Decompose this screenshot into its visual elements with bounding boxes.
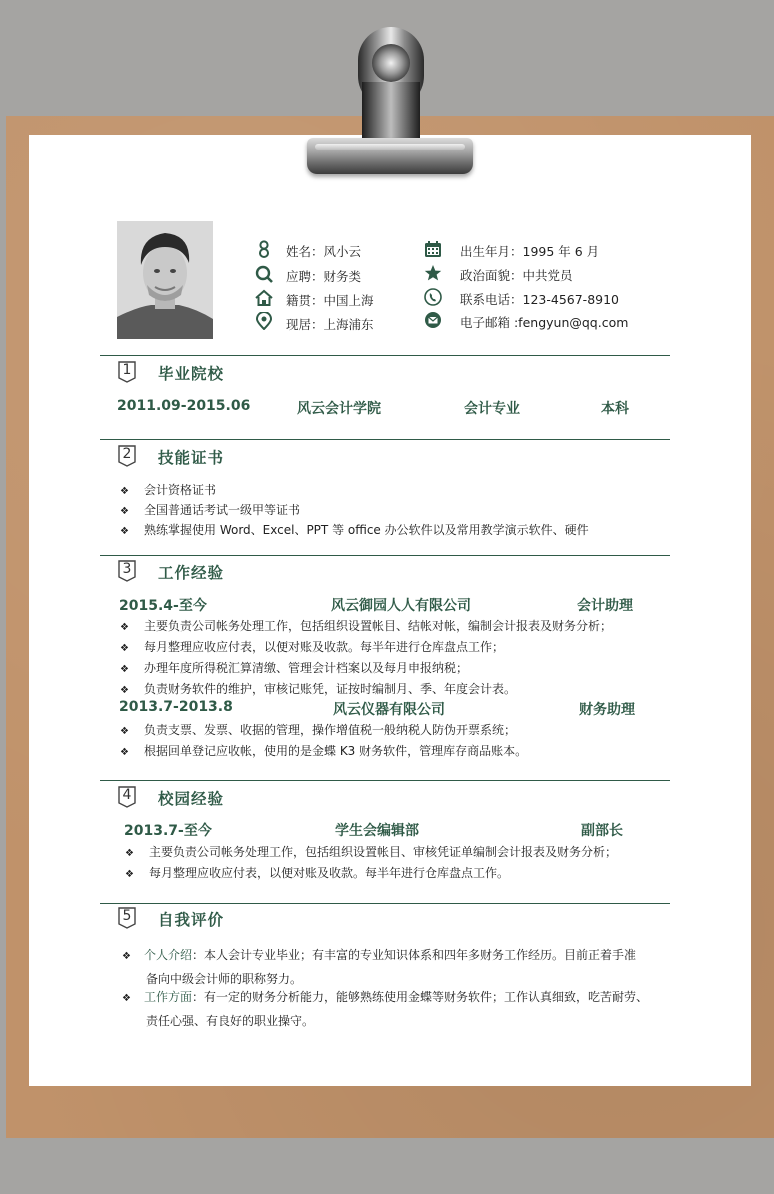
search-icon <box>255 265 273 283</box>
campus-period: 2013.7-至今 <box>124 823 212 839</box>
profile-phone: 联系电话：123-4567-8910 <box>460 292 620 307</box>
section-title-skills: 技能证书 <box>158 449 225 467</box>
education-major: 会计专业 <box>464 401 520 417</box>
campus-role: 副部长 <box>581 823 623 839</box>
profile-residence: 现居：上海浦东 <box>286 317 374 332</box>
profile-email: 电子邮箱 :fengyun@qq.com <box>460 315 629 330</box>
job-company: 风云御园人人有限公司 <box>331 598 471 614</box>
phone-icon <box>424 288 442 306</box>
section-divider <box>100 780 670 781</box>
section-title-work: 工作经验 <box>158 564 225 582</box>
section-divider <box>100 355 670 356</box>
list-item: ❖ 每月整理应收应付表，以便对账及收款。每半年进行仓库盘点工作； <box>120 640 505 654</box>
clip-hole <box>372 44 410 82</box>
section-divider <box>100 439 670 440</box>
education-degree: 本科 <box>601 401 629 417</box>
section-title-self: 自我评价 <box>158 911 225 929</box>
self-intro: ❖ 个人介绍：本人会计专业毕业；有丰富的专业知识体系和四年多财务工作经历。目前正着手准 备向中级会计师的职称努力。 <box>122 948 637 986</box>
job-company: 风云仪器有限公司 <box>333 702 445 718</box>
list-item: ❖ 根据回单登记应收帐，使用的是金蝶 K3 财务软件，管理库存商品账本。 <box>120 744 528 758</box>
list-item: ❖ 全国普通话考试一级甲等证书 <box>120 503 301 517</box>
profile-origin: 籍贯：中国上海 <box>286 293 374 308</box>
section-number-badge: 4 <box>118 786 136 808</box>
profile-name: 姓名：风小云 <box>286 244 362 259</box>
profile-birth: 出生年月：1995 年 6 月 <box>460 244 600 259</box>
section-number-badge: 1 <box>118 361 136 383</box>
list-item: ❖ 主要负责公司帐务处理工作，包括组织设置帐目、结帐对帐，编制会计报表及财务分析； <box>120 619 613 633</box>
section-divider <box>100 555 670 556</box>
education-period: 2011.09-2015.06 <box>117 398 251 414</box>
section-number-badge: 3 <box>118 560 136 582</box>
education-school: 风云会计学院 <box>297 401 381 417</box>
section-title-education: 毕业院校 <box>158 365 225 383</box>
section-title-campus: 校园经验 <box>158 790 225 808</box>
list-item: ❖ 负责财务软件的维护，审核记账凭，证按时编制月、季、年度会计表。 <box>120 682 517 696</box>
list-item: ❖ 办理年度所得税汇算清缴、管理会计档案以及每月申报纳税； <box>120 661 469 675</box>
list-item: ❖ 每月整理应收应付表，以便对账及收款。每半年进行仓库盘点工作。 <box>125 866 510 880</box>
self-work: ❖ 工作方面：有一定的财务分析能力，能够熟练使用金蝶等财务软件；工作认真细致，吃苦耐劳、 责任心强、有良好的职业操守。 <box>122 990 649 1028</box>
list-item: ❖ 熟练掌握使用 Word、Excel、PPT 等 office 办公软件以及常用教学演示软件、硬件 <box>120 523 589 537</box>
campus-org: 学生会编辑部 <box>335 823 419 839</box>
profile-position: 应聘：财务类 <box>286 269 362 284</box>
person-icon <box>255 240 273 258</box>
profile-photo <box>117 221 213 339</box>
location-pin-icon <box>255 312 273 330</box>
list-item: ❖ 负责支票、发票、收据的管理，操作增值税一般纳税人防伪开票系统； <box>120 723 517 737</box>
job-period: 2013.7-2013.8 <box>119 699 233 715</box>
list-item: ❖ 主要负责公司帐务处理工作，包括组织设置帐目、审核凭证单编制会计报表及财务分析； <box>125 845 618 859</box>
job-period: 2015.4-至今 <box>119 598 207 614</box>
job-role: 会计助理 <box>577 598 633 614</box>
job-role: 财务助理 <box>579 702 635 718</box>
home-icon <box>255 289 273 307</box>
star-icon <box>424 264 442 282</box>
section-number-badge: 5 <box>118 907 136 929</box>
list-item: ❖ 会计资格证书 <box>120 483 217 497</box>
profile-politics: 政治面貌：中共党员 <box>460 268 573 283</box>
mail-icon <box>424 311 442 329</box>
clip-neck <box>362 82 420 140</box>
section-number-badge: 2 <box>118 445 136 467</box>
calendar-icon <box>424 240 442 258</box>
clip-base <box>307 138 473 174</box>
section-divider <box>100 903 670 904</box>
